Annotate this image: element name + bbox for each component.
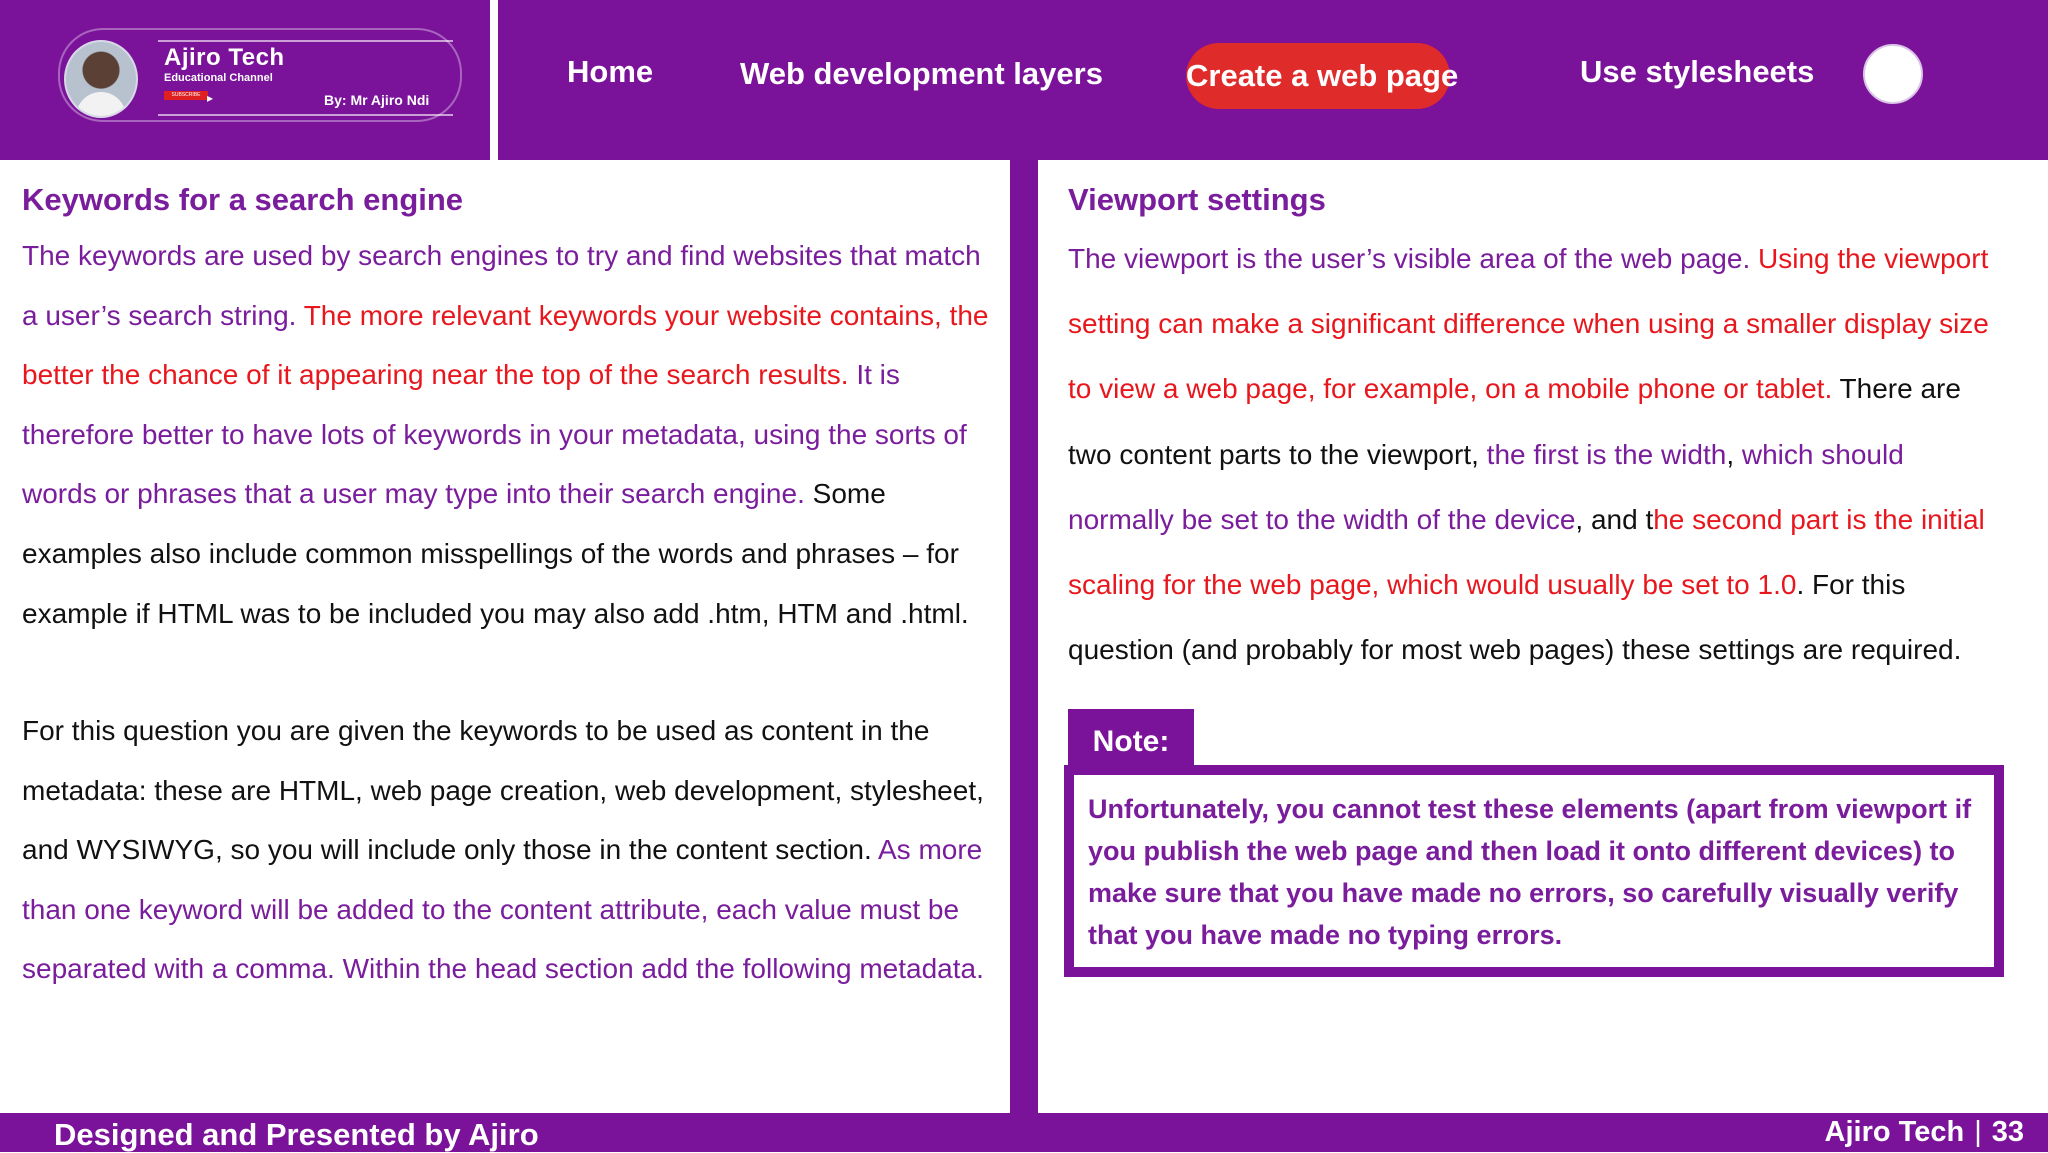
text-run: For this question you are given the keywords to be used as content in the metadata: these are HTML, web page creation, web development, stylesheet, and WYSIWYG, so you will include only those in the content section. [22, 715, 984, 866]
brand-subtitle: Educational Channel [164, 72, 273, 84]
cursor-icon: ▸ [207, 91, 214, 105]
text-run: The more relevant keywords your website contains, the better the chance of it appearing near the top of the search results. [22, 299, 989, 391]
brand-name: Ajiro Tech [164, 44, 285, 71]
header-divider [490, 0, 498, 160]
text-run: The viewport is the user’s visible area of the web page. [1068, 243, 1759, 274]
text-run: the first is the width [1486, 438, 1727, 470]
text-run: , and t [1575, 503, 1654, 535]
column-divider [1010, 160, 1038, 1113]
note-text: Unfortunately, you cannot test these elements (apart from viewport if you publish the web page and then load it onto different devices) to make sure that you have made no errors, so carefully visually verify that you have made no typing errors. [1088, 794, 1972, 950]
avatar [64, 40, 138, 118]
nav-create-web-page[interactable]: Create a web page [1186, 43, 1450, 109]
text-run: There are two content parts to the viewport, [1068, 373, 1961, 470]
footer-credit: Designed and Presented by Ajiro [54, 1117, 539, 1152]
footer-separator: | [1974, 1116, 1982, 1148]
text-run: As more than one keyword will be added to the content attribute, each value must be separated with a comma. Within the head section add the following metadata. [22, 834, 984, 985]
subscribe-badge: SUBSCRIBE [164, 91, 208, 100]
footer-page-info [1825, 1116, 2024, 1149]
footer-brand: Ajiro Tech [1824, 1116, 1965, 1148]
brand-rule-bottom [158, 114, 453, 116]
brand-rule-top [158, 40, 453, 42]
right-paragraph-1 [1068, 226, 2008, 682]
left-section-title: Keywords for a search engine [22, 182, 464, 217]
nav-use-stylesheets[interactable]: Use stylesheets [1580, 54, 1815, 89]
text-run: It is therefore better to have lots of keywords in your metadata, using the sorts of words or phrases that a user may type into their search engine. [22, 359, 967, 510]
nav-web-development-layers[interactable]: Web development layers [740, 56, 1103, 91]
circle-icon[interactable] [1863, 44, 1923, 104]
text-run: Some examples also include common misspellings of the words and phrases – for example if HTML was to be included you may also add .htm, HTM and .html. [22, 478, 969, 629]
note-label: Note: [1068, 709, 1194, 767]
brand-author: By: Mr Ajiro Ndi [324, 92, 430, 108]
text-run: . For this question (and probably for most web pages) these settings are required. [1068, 569, 1962, 666]
text-run: he second part is the initial scaling for the web page, which would usually be set to 1.0 [1068, 503, 1985, 601]
avatar-shirt [76, 92, 126, 118]
text-run: which should normally be set to the width of the device [1068, 438, 1904, 535]
text-run: The keywords are used by search engines to try and find websites that match a user’s search string. [22, 240, 981, 331]
page-number: 33 [1991, 1116, 2024, 1148]
right-section-title: Viewport settings [1068, 182, 1326, 217]
text-run: Using the viewport setting can make a significant difference when using a smaller display size to view a web page, for example, on a mobile phone or tablet. [1068, 243, 1989, 405]
text-run: , [1726, 438, 1742, 470]
nav-home[interactable]: Home [567, 54, 654, 89]
left-paragraph-1 [22, 226, 992, 643]
left-paragraph-2 [22, 701, 992, 999]
